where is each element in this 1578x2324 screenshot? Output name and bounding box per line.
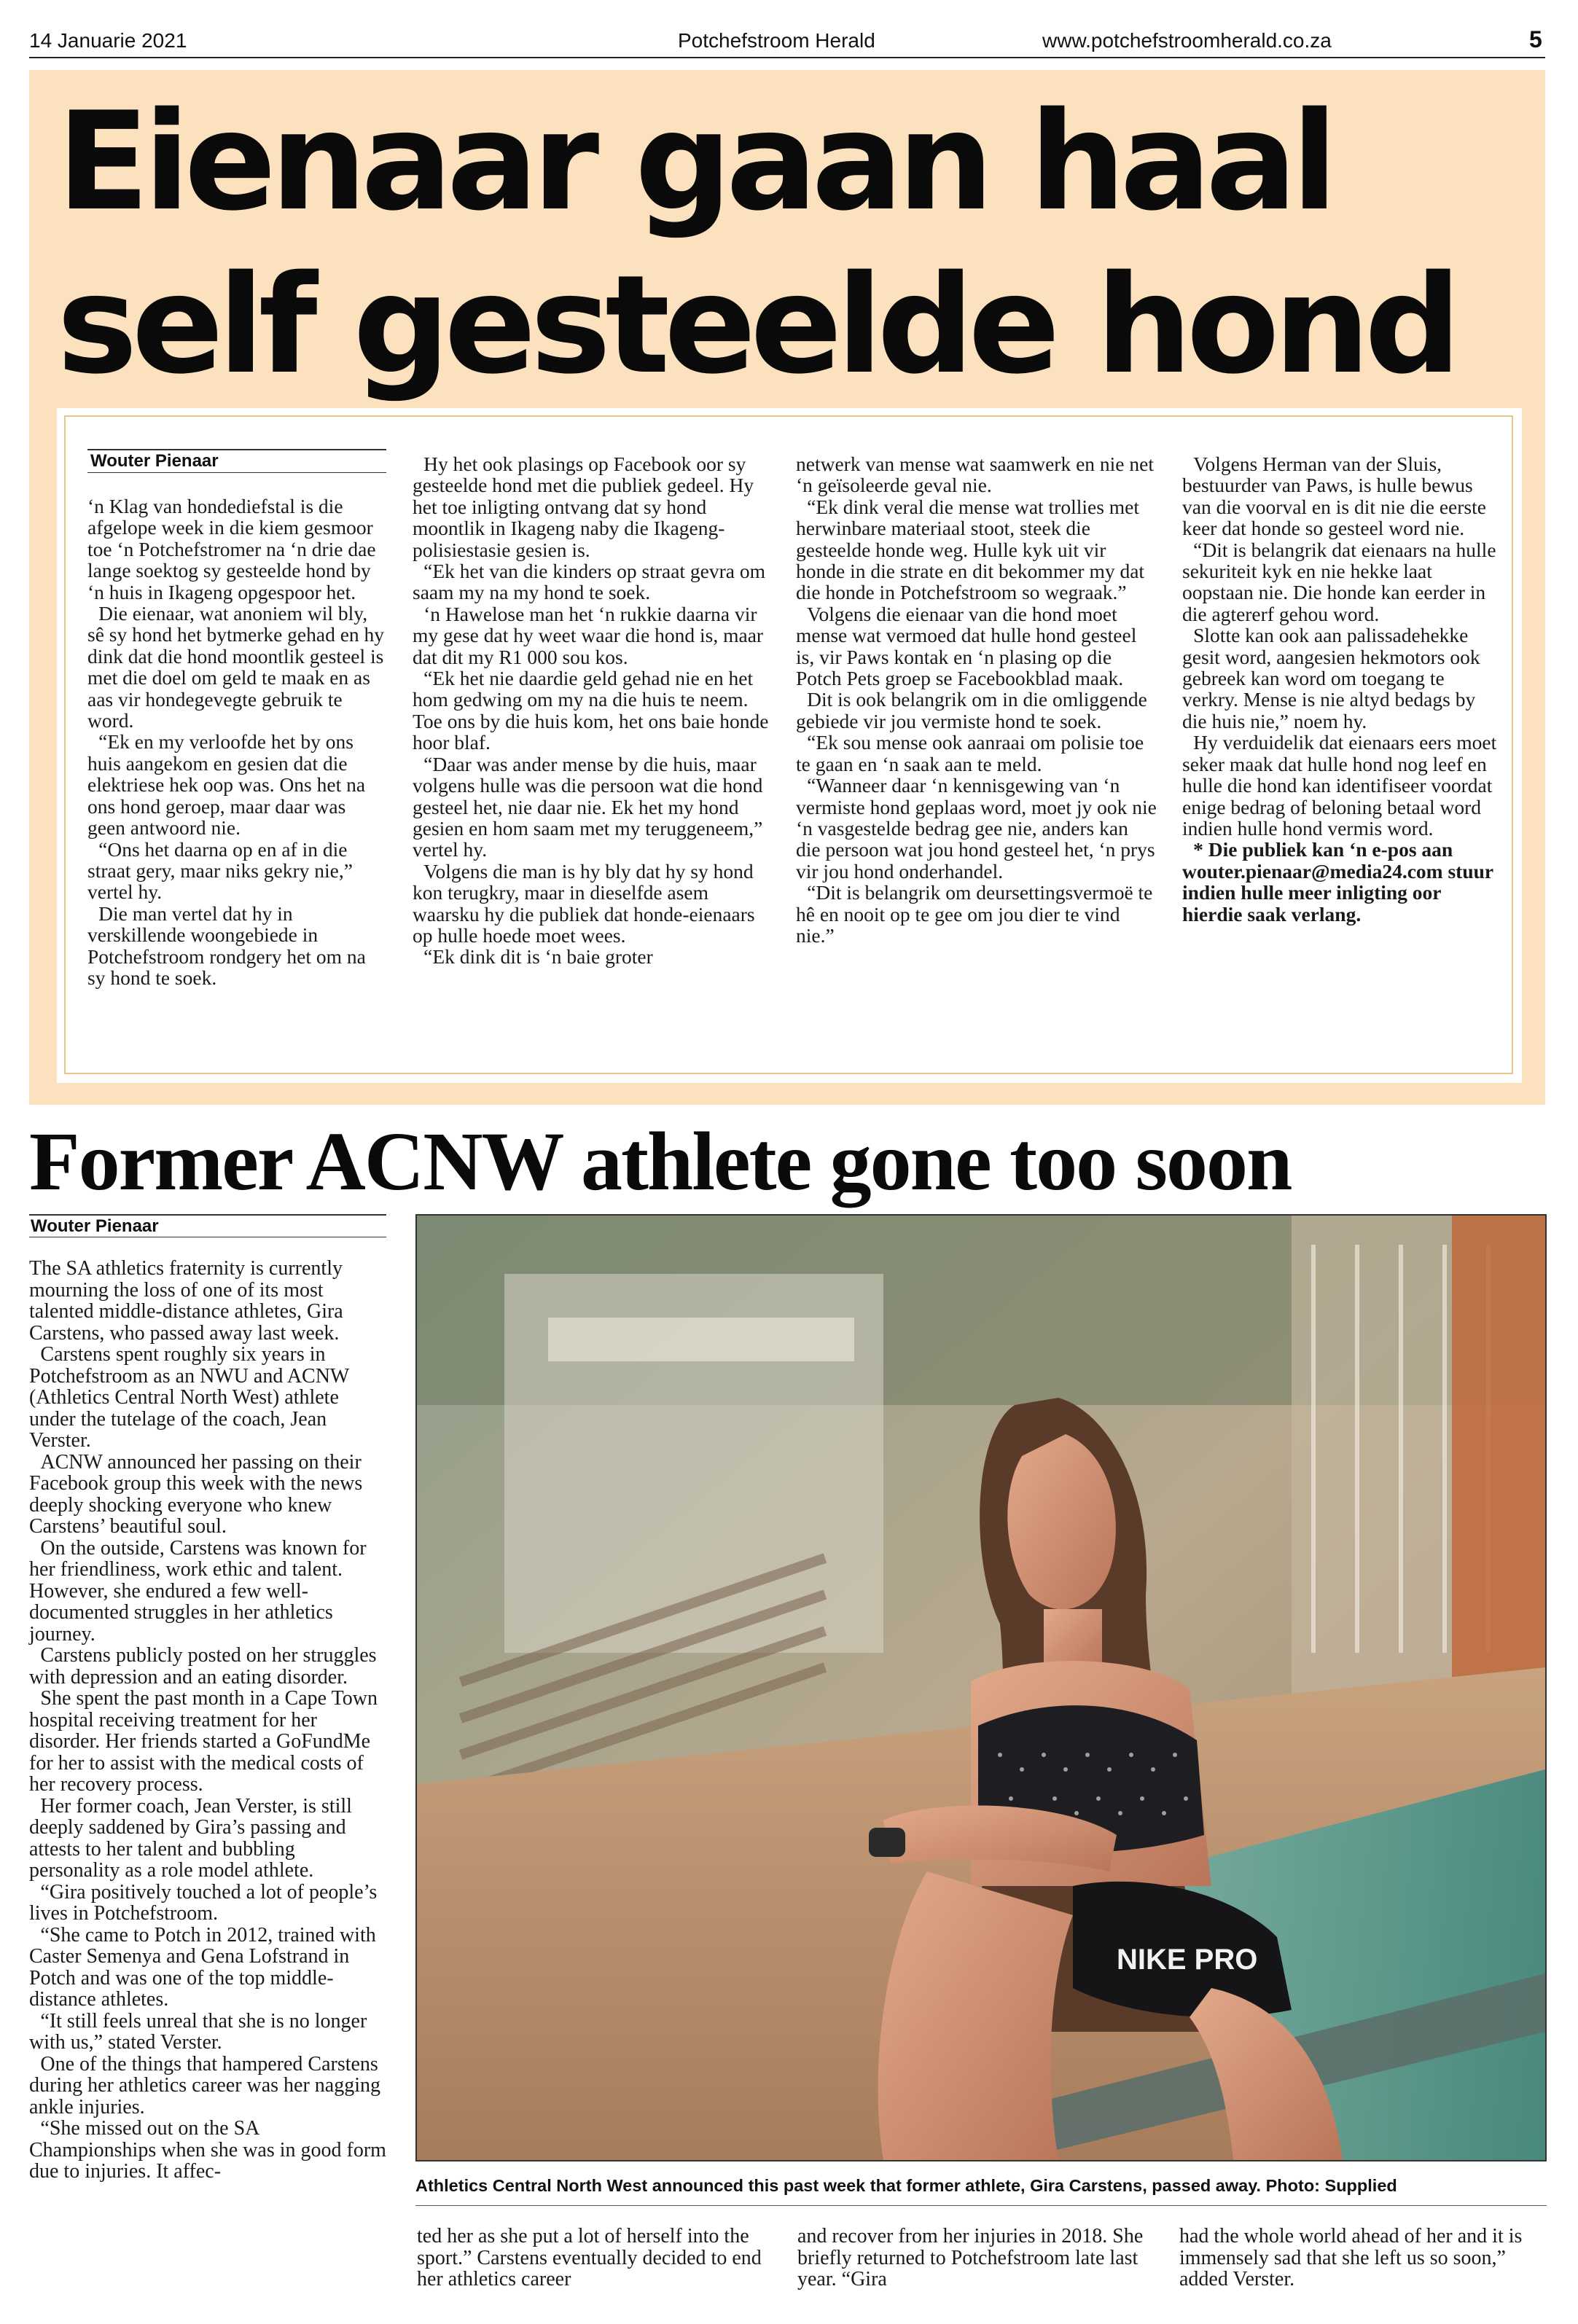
dog-story-column-3 bbox=[796, 453, 1157, 946]
newspaper-name: Potchefstroom Herald bbox=[678, 29, 875, 52]
page-header bbox=[0, 0, 1578, 58]
page-number: 5 bbox=[1529, 26, 1542, 52]
athlete-photo bbox=[415, 1214, 1547, 2161]
paragraph: “Dit is belangrik dat eienaars na hulle sekuriteit kyk en nie hekke laat oopstaan nie. Die honde kan eerder in die agtererf gehou word. bbox=[1182, 538, 1496, 625]
athlete-story-column-1 bbox=[29, 1258, 386, 2183]
paragraph: Volgens die man is hy bly dat hy sy hond kon terugkry, maar in dieselfde asem waarsku hy die publiek dat honde-eienaars op hulle hoede moet wees. bbox=[413, 859, 755, 947]
paragraph: “It still feels unreal that she is no longer with us,” stated Verster. bbox=[29, 2009, 367, 2054]
paragraph: Carstens spent roughly six years in Potchefstroom as an NWU and ACNW (Athletics Central North West) athlete under the tutelage of the coach, Jean Verster. bbox=[29, 1343, 349, 1452]
paragraph: Hy het ook plasings op Facebook oor sy gesteelde hond met die publiek gedeel. Hy het toe inligting ontvang dat sy hond moontlik in Ikageng naby die Ikageng-polisiestasie gesien is. bbox=[413, 453, 754, 561]
header-rule bbox=[29, 57, 1545, 58]
dog-story-column-1 bbox=[87, 496, 386, 988]
paragraph: netwerk van mense wat saamwerk en nie net ‘n geïsoleerde geval nie. bbox=[796, 453, 1154, 497]
issue-date: 14 Januarie 2021 bbox=[29, 29, 187, 52]
paragraph: “Wanneer daar ‘n kennisgewing van ‘n vermiste hond geplaas word, moet jy ook nie ‘n vasgestelde bedrag gee nie, anders kan die persoon wat jou hond gesteel het, ‘n prys vir jou hond onderhandel. bbox=[796, 774, 1157, 883]
paragraph: Her former coach, Jean Verster, is still deeply saddened by Gira’s passing and attests to her talent and bubbling personality as a role model athlete. bbox=[29, 1794, 352, 1882]
paragraph: “Ek sou mense ook aanraai om polisie toe te gaan en ‘n saak aan te meld. bbox=[796, 731, 1144, 775]
paragraph: “Gira positively touched a lot of people’s lives in Potchefstroom. bbox=[29, 1880, 378, 1925]
photo-caption: Athletics Central North West announced this past week that former athlete, Gira Carstens, passed away. Photo: Supplied bbox=[415, 2176, 1397, 2195]
paragraph: “Ek het nie daardie geld gehad nie en het hom gedwing om my na die huis te neem. Toe ons by die huis kom, het ons baie honde hoor blaf. bbox=[413, 667, 769, 754]
dog-story-byline: Wouter Pienaar bbox=[87, 449, 386, 473]
paragraph: Hy verduidelik dat eienaars eers moet seker maak dat hulle hond nog leef en hulle die hond kan identifiseer voordat enige bedrag of beloning betaal word indien hulle hond vermis word. bbox=[1182, 731, 1497, 840]
paragraph: Die man vertel dat hy in verskillende woongebiede in Potchefstroom rondgery het om na sy hond te soek. bbox=[87, 901, 366, 989]
paragraph: had the whole world ahead of her and it is immensely sad that she left us so soon,” added Verster. bbox=[1179, 2225, 1523, 2290]
dog-story-column-2 bbox=[413, 453, 774, 968]
paragraph: ted her as she put a lot of herself into the sport.” Carstens eventually decided to end her athletics career bbox=[417, 2225, 762, 2290]
paragraph: “Daar was ander mense by die huis, maar volgens hulle was die persoon wat die hond gesteel het, nie daar nie. Ek het my hond gesien en hom saam met my teruggeneem,” vertel hy. bbox=[413, 752, 763, 861]
paragraph: Carstens publicly posted on her struggles with depression and an eating disorder. bbox=[29, 1644, 377, 1689]
paragraph: On the outside, Carstens was known for her friendliness, work ethic and talent. However, she endured a few well- documented struggles in her athletics journey. bbox=[29, 1536, 367, 1646]
paragraph: The SA athletics fraternity is currently mourning the loss of one of its most talented middle-distance athletes, Gira Carstens, who passed away last week. bbox=[29, 1257, 343, 1345]
paragraph: Dit is ook belangrik om in die omliggende gebiede vir jou vermiste hond te soek. bbox=[796, 688, 1147, 732]
paragraph: “She missed out on the SA Championships when she was in good form due to injuries. It affec- bbox=[29, 2117, 386, 2183]
athlete-story-column-4 bbox=[1179, 2226, 1529, 2290]
athlete-story-headline: Former ACNW athlete gone too soon bbox=[29, 1115, 1292, 1208]
paragraph: “Ek en my verloofde het by ons huis aangekom en gesien dat die elektriese hek oop was. Ons het na ons hond geroep, maar daar was geen antwoord nie. bbox=[87, 730, 366, 840]
paragraph: Volgens die eienaar van die hond moet mense wat vermoed dat hulle hond gesteel is, vir Paws kontak en ‘n plasing op die Potch Pets groep se Facebookblad maak. bbox=[796, 602, 1137, 690]
paragraph: Volgens Herman van der Sluis, bestuurder van Paws, is hulle bewus van die voorval en is dit nie die eerste keer dat honde so gesteel word nie. bbox=[1182, 453, 1486, 540]
paragraph: ACNW announced her passing on their Facebook group this week with the news deeply shocking everyone who knew Carstens’ beautiful soul. bbox=[29, 1450, 363, 1538]
newspaper-url[interactable]: www.potchefstroomherald.co.za bbox=[1042, 29, 1332, 52]
paragraph: ‘n Klag van hondediefstal is die afgelope week in die kiem gesmoor toe ‘n Potchefstromer na ‘n drie dae lange soektog sy gesteelde hond by ‘n huis in Ikageng opgespoor het. bbox=[87, 495, 376, 603]
paragraph: “Ons het daarna op en af in die straat gery, maar niks gekry nie,” vertel hy. bbox=[87, 837, 353, 904]
paragraph: “Ek dink dit is ‘n baie groter bbox=[423, 945, 653, 969]
athlete-story-column-2 bbox=[417, 2226, 767, 2290]
contact-note: * Die publiek kan ‘n e-pos aan wouter.pienaar@media24.com stuur indien hulle meer inligting oor hierdie saak verlang. bbox=[1182, 838, 1493, 926]
paragraph: Die eienaar, wat anoniem wil bly, sê sy hond het bytmerke gehad en hy dink dat die hond moontlik gesteel is met die doel om geld te maak en as aas vir hondegevegte gebruik te word. bbox=[87, 602, 385, 732]
paragraph: ‘n Hawelose man het ‘n rukkie daarna vir my gese dat hy weet waar die hond is, maar dat dit my R1 000 sou kos. bbox=[413, 602, 764, 668]
dog-story-headline bbox=[57, 80, 1456, 407]
shorts-print: NIKE PRO bbox=[1117, 1944, 1258, 1976]
paragraph: and recover from her injuries in 2018. She briefly returned to Potchefstroom late last year. “Gira bbox=[797, 2225, 1144, 2290]
caption-rule bbox=[415, 2205, 1547, 2206]
paragraph: She spent the past month in a Cape Town hospital receiving treatment for her disorder. Her friends started a GoFundMe for her to assist with the medical costs of her recovery process. bbox=[29, 1687, 378, 1796]
headline-line-1: Eienaar gaan haal bbox=[57, 82, 1332, 240]
athlete-story-byline: Wouter Pienaar bbox=[29, 1214, 386, 1237]
athlete-story-column-3 bbox=[797, 2226, 1147, 2290]
paragraph: One of the things that hampered Carstens during her athletics career was her nagging ankle injuries. bbox=[29, 2052, 381, 2118]
athlete-photo-image bbox=[417, 1216, 1545, 2160]
paragraph: “Ek dink veral die mense wat trollies met herwinbare materiaal stoot, steek die gesteelde honde weg. Hulle kyk uit vir honde in die strate en dit bekommer my dat die honde in Potchefstroom so wegraak.” bbox=[796, 495, 1145, 604]
paragraph: Slotte kan ook aan palissadehekke gesit word, aangesien hekmotors ook gebreek kan word om toegang te verkry. Mense is nie altyd bedags by die huis nie,” noem hy. bbox=[1182, 624, 1480, 732]
paragraph: “She came to Potch in 2012, trained with Caster Semenya and Gena Lofstrand in Potch and was one of the top middle-distance athletes. bbox=[29, 1923, 376, 2011]
dog-story-column-4 bbox=[1182, 453, 1503, 925]
headline-line-2: self gesteelde hond bbox=[57, 246, 1456, 404]
paragraph: “Dit is belangrik om deursettingsvermoë te hê en nooit op te gee om jou dier te vind nie.” bbox=[796, 881, 1153, 947]
paragraph: “Ek het van die kinders op straat gevra om saam my na my hond te soek. bbox=[413, 560, 765, 604]
